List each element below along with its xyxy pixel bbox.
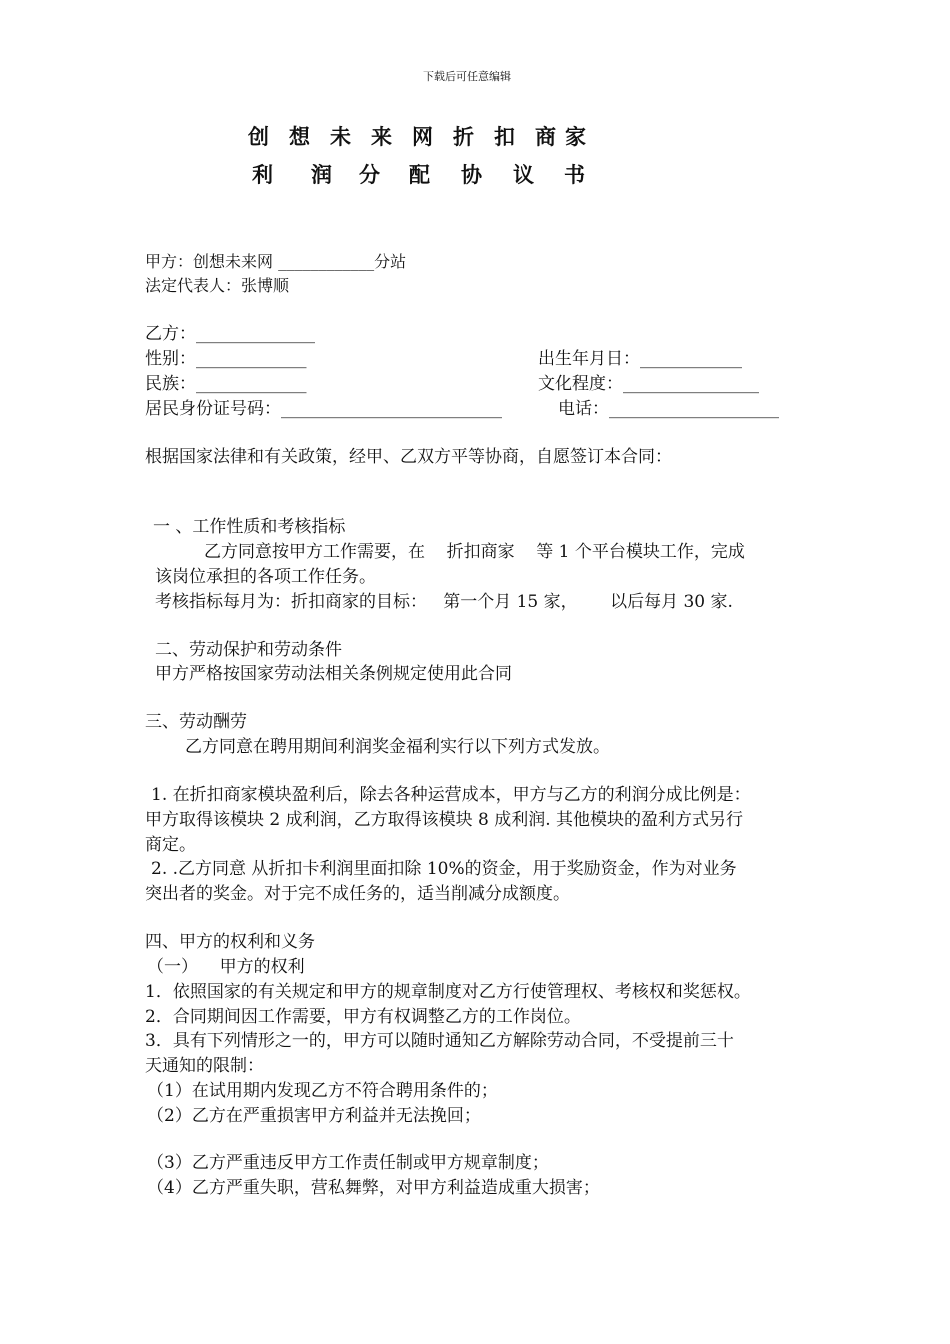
- section-2-paragraph: 甲方严格按国家劳动法相关条例规定使用此合同: [155, 664, 512, 684]
- section-3-item: 2. .乙方同意 从折扣卡利润里面扣除 10%的资金，用于奖励资金，作为对业务: [151, 859, 737, 879]
- title-char: 创: [248, 124, 269, 149]
- section-1-heading: 一 、工作性质和考核指标: [153, 517, 346, 537]
- section-4-right: 2．合同期间因工作需要，甲方有权调整乙方的工作岗位。: [145, 1007, 581, 1027]
- title-char: 未: [330, 124, 351, 149]
- title-char: 配: [409, 162, 430, 187]
- section-1-paragraph: 乙方同意按甲方工作需要，在 折扣商家 等 1 个平台模块工作，完成: [204, 542, 745, 562]
- section-2-heading: 二、劳动保护和劳动条件: [155, 640, 342, 660]
- title-char: 网: [412, 124, 433, 149]
- section-3-item: 商定。: [145, 835, 196, 855]
- section-1-paragraph: 该岗位承担的各项工作任务。: [155, 567, 376, 587]
- section-3-heading: 三、劳动酬劳: [145, 712, 247, 732]
- party-b-birth: 出生年月日：____________: [538, 349, 742, 369]
- header-note: 下载后可任意编辑: [423, 70, 511, 83]
- party-b-id-number: 居民身份证号码：__________________________: [145, 399, 502, 419]
- title-char: 书: [564, 162, 585, 187]
- party-b-name: 乙方：______________: [145, 324, 315, 344]
- section-4-heading: 四、甲方的权利和义务: [145, 932, 315, 952]
- party-a-representative: 法定代表人：张博顺: [145, 276, 290, 295]
- section-4-right: 天通知的限制：: [145, 1056, 264, 1076]
- section-4-right: 1．依照国家的有关规定和甲方的规章制度对乙方行使管理权、考核权和奖惩权。: [145, 982, 751, 1002]
- section-4-condition: （3）乙方严重违反甲方工作责任制或甲方规章制度；: [147, 1153, 549, 1173]
- section-4-condition: （2）乙方在严重损害甲方利益并无法挽回；: [147, 1106, 481, 1126]
- title-char: 议: [513, 162, 534, 187]
- section-3-item: 1. 在折扣商家模块盈利后，除去各种运营成本，甲方与乙方的利润分成比例是：: [151, 785, 751, 805]
- party-b-gender: 性别：_____________: [145, 349, 307, 369]
- section-4-condition: （4）乙方严重失职，营私舞弊，对甲方利益造成重大损害；: [147, 1178, 600, 1198]
- party-a-line: 甲方：创想未来网 ____________分站: [145, 252, 407, 271]
- title-char: 折: [453, 124, 474, 149]
- section-3-paragraph: 乙方同意在聘用期间利润奖金福利实行以下列方式发放。: [185, 737, 610, 757]
- section-4-subheading: （一） 甲方的权利: [147, 957, 305, 977]
- title-char: 想: [289, 124, 310, 149]
- section-4-condition: （1）在试用期内发现乙方不符合聘用条件的；: [147, 1081, 498, 1101]
- party-b-phone: 电话：____________________: [558, 399, 779, 419]
- title-char: 来: [371, 124, 392, 149]
- party-b-education: 文化程度：________________: [538, 374, 759, 394]
- section-4-right: 3．具有下列情形之一的，甲方可以随时通知乙方解除劳动合同，不受提前三十: [145, 1031, 734, 1051]
- section-3-item: 甲方取得该模块 2 成利润，乙方取得该模块 8 成利润. 其他模块的盈利方式另行: [145, 810, 744, 830]
- title-char: 利: [252, 162, 273, 187]
- intro-paragraph: 根据国家法律和有关政策，经甲、乙双方平等协商，自愿签订本合同：: [145, 447, 672, 467]
- title-char: 润: [311, 162, 332, 187]
- title-char: 协: [461, 162, 482, 187]
- section-1-target: 考核指标每月为：折扣商家的目标： 第一个月 15 家， 以后每月 30 家.: [155, 592, 733, 612]
- party-b-ethnicity: 民族：_____________: [145, 374, 307, 394]
- title-char: 家: [565, 124, 586, 149]
- title-char: 分: [359, 162, 380, 187]
- section-3-item: 突出者的奖金。对于完不成任务的，适当削减分成额度。: [145, 884, 570, 904]
- title-char: 商: [535, 124, 556, 149]
- title-char: 扣: [494, 124, 515, 149]
